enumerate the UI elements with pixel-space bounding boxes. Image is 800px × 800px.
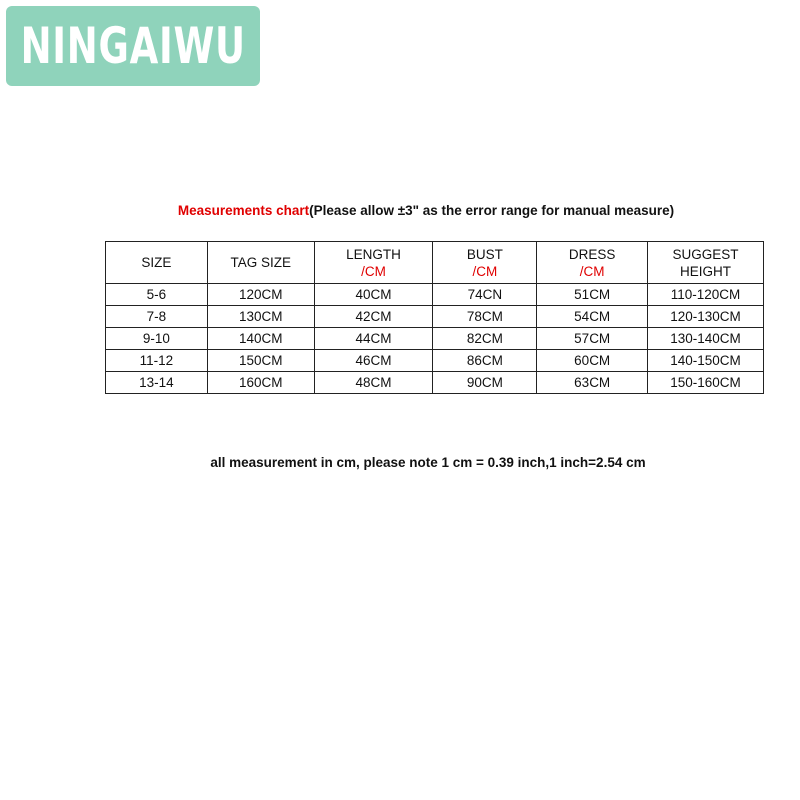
cell-suggest-height: 110-120CM bbox=[648, 284, 764, 306]
chart-heading-title: Measurements chart bbox=[177, 203, 310, 218]
cell-suggest-height: 140-150CM bbox=[648, 350, 764, 372]
cell-tag-size: 120CM bbox=[207, 284, 314, 306]
header-suggest-line1: SUGGEST bbox=[672, 246, 739, 262]
cell-length: 42CM bbox=[314, 306, 433, 328]
header-bust bbox=[433, 242, 537, 284]
chart-heading bbox=[0, 203, 800, 218]
header-dress-label: DRESS bbox=[568, 246, 616, 262]
cell-size: 9-10 bbox=[106, 328, 208, 350]
header-suggest-height bbox=[648, 242, 764, 284]
cell-tag-size: 150CM bbox=[207, 350, 314, 372]
header-length-unit: /CM bbox=[361, 263, 386, 279]
chart-heading-note: (Please allow ±3" as the error range for manual measure) bbox=[309, 203, 675, 218]
cell-bust: 86CM bbox=[433, 350, 537, 372]
header-dress-unit: /CM bbox=[579, 263, 605, 279]
cell-bust: 74CN bbox=[433, 284, 537, 306]
table-row bbox=[106, 328, 764, 350]
cell-tag-size: 140CM bbox=[207, 328, 314, 350]
table-row bbox=[106, 284, 764, 306]
cell-dress: 51CM bbox=[537, 284, 648, 306]
header-suggest-line2: HEIGHT bbox=[680, 263, 732, 279]
conversion-note: all measurement in cm, please note 1 cm = 0.39 inch,1 inch=2.54 cm bbox=[210, 455, 646, 470]
cell-dress: 63CM bbox=[537, 372, 648, 394]
cell-dress: 57CM bbox=[537, 328, 648, 350]
cell-length: 48CM bbox=[314, 372, 433, 394]
table-header-row bbox=[106, 242, 764, 284]
cell-size: 13-14 bbox=[106, 372, 208, 394]
size-chart-table bbox=[105, 241, 764, 394]
cell-tag-size: 160CM bbox=[207, 372, 314, 394]
brand-logo-text: NINGAIWU bbox=[20, 17, 246, 75]
cell-bust: 78CM bbox=[433, 306, 537, 328]
cell-suggest-height: 150-160CM bbox=[648, 372, 764, 394]
cell-tag-size: 130CM bbox=[207, 306, 314, 328]
cell-length: 40CM bbox=[314, 284, 433, 306]
header-dress bbox=[537, 242, 648, 284]
cell-size: 7-8 bbox=[106, 306, 208, 328]
cell-length: 46CM bbox=[314, 350, 433, 372]
brand-logo bbox=[6, 6, 260, 86]
header-bust-unit: /CM bbox=[472, 263, 498, 279]
header-bust-label: BUST bbox=[466, 246, 503, 262]
header-length-label: LENGTH bbox=[346, 246, 401, 262]
cell-bust: 90CM bbox=[433, 372, 537, 394]
cell-dress: 54CM bbox=[537, 306, 648, 328]
cell-dress: 60CM bbox=[537, 350, 648, 372]
header-length bbox=[314, 242, 433, 284]
table-row bbox=[106, 306, 764, 328]
header-size: SIZE bbox=[106, 242, 208, 284]
cell-bust: 82CM bbox=[433, 328, 537, 350]
header-tag-size: TAG SIZE bbox=[207, 242, 314, 284]
cell-length: 44CM bbox=[314, 328, 433, 350]
table-row bbox=[106, 350, 764, 372]
cell-size: 5-6 bbox=[106, 284, 208, 306]
table-row bbox=[106, 372, 764, 394]
cell-suggest-height: 130-140CM bbox=[648, 328, 764, 350]
cell-size: 11-12 bbox=[106, 350, 208, 372]
cell-suggest-height: 120-130CM bbox=[648, 306, 764, 328]
